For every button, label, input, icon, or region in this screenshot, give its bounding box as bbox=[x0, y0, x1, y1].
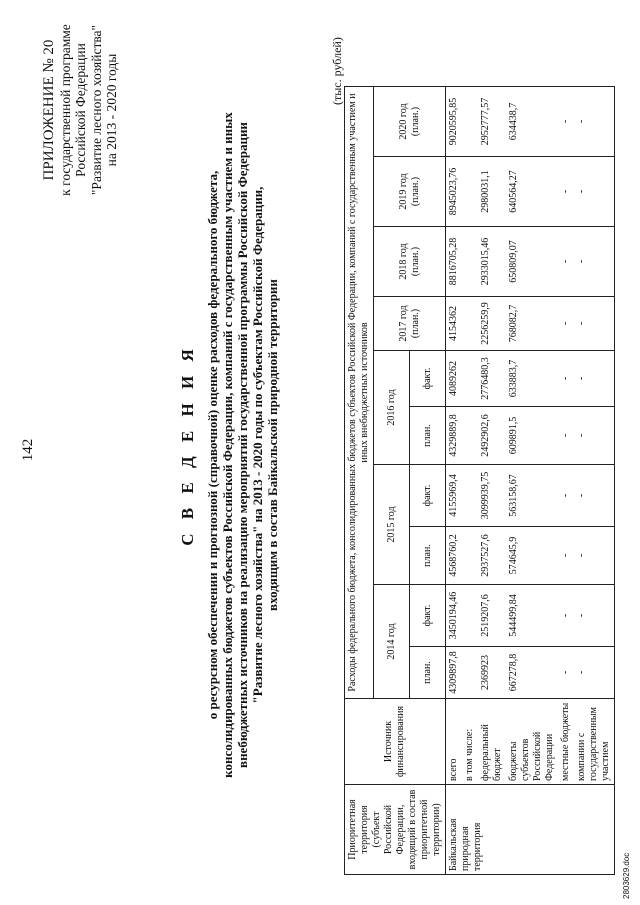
table-cell: - bbox=[574, 157, 615, 227]
table-cell: 3099939,75 bbox=[478, 465, 506, 527]
table-cell: 4568760,2 bbox=[446, 527, 463, 585]
header-plan: план. bbox=[410, 407, 446, 465]
appendix-line: "Развитие лесного хозяйства" bbox=[88, 24, 104, 196]
source-label: федеральный бюджет bbox=[478, 699, 506, 785]
table-cell: 574645,9 bbox=[506, 527, 558, 585]
header-plan: план. bbox=[410, 647, 446, 699]
table-cell: 2952777,57 bbox=[478, 87, 506, 157]
header-year-2018: 2018 год (план.) bbox=[374, 227, 446, 297]
table-cell: 768082,7 bbox=[506, 297, 558, 351]
units-label: (тыс. рублей) bbox=[330, 37, 344, 105]
table-cell: 2776480,3 bbox=[478, 351, 506, 407]
table-cell: - bbox=[558, 297, 574, 351]
title-line: входящим в состав Байкальской природной территории bbox=[265, 279, 280, 611]
table-cell: 2519207,6 bbox=[478, 585, 506, 647]
table-cell: - bbox=[558, 647, 574, 699]
table-cell: - bbox=[558, 465, 574, 527]
source-label: бюджеты субъектов Российской Федерации bbox=[506, 699, 558, 785]
table-cell: - bbox=[558, 227, 574, 297]
funding-table bbox=[344, 86, 615, 875]
table-cell: 633883,7 bbox=[506, 351, 558, 407]
header-territory: Приоритетная территория (субъект Российской Федерации, входящий в состав приоритетной территории) bbox=[345, 785, 446, 875]
appendix-line: на 2013 - 2020 годы bbox=[104, 53, 119, 167]
file-name: 2803629.doc bbox=[622, 852, 631, 899]
table-cell: 667278,8 bbox=[506, 647, 558, 699]
table-cell: 2256259,9 bbox=[478, 297, 506, 351]
title-line: "Развитие лесного хозяйства" на 2013 - 2020 годы по субъектам Российской Федерации, bbox=[250, 186, 265, 704]
table-cell: 2369923 bbox=[478, 647, 506, 699]
header-year-2017: 2017 год (план.) bbox=[374, 297, 446, 351]
header-fact: факт. bbox=[410, 465, 446, 527]
table-cell: - bbox=[574, 407, 615, 465]
document-title bbox=[180, 45, 280, 845]
table-cell: - bbox=[574, 297, 615, 351]
table-cell: 2933015,46 bbox=[478, 227, 506, 297]
table-cell: - bbox=[558, 585, 574, 647]
table-cell bbox=[462, 157, 478, 227]
table-cell bbox=[462, 647, 478, 699]
header-year-2019: 2019 год (план.) bbox=[374, 157, 446, 227]
header-year-2014: 2014 год bbox=[374, 585, 410, 699]
table-cell bbox=[462, 87, 478, 157]
source-label: всего bbox=[446, 699, 463, 785]
table-cell: 4155969,4 bbox=[446, 465, 463, 527]
source-label: в том числе: bbox=[462, 699, 478, 785]
table-cell: 563158,67 bbox=[506, 465, 558, 527]
title-line: внебюджетных источников на реализацию мероприятий государственной программы Российской Федерации bbox=[235, 122, 250, 768]
table-cell: - bbox=[558, 527, 574, 585]
table-cell: - bbox=[574, 87, 615, 157]
table-cell: 4089262 bbox=[446, 351, 463, 407]
header-expenses-group: Расходы федерального бюджета, консолидированных бюджетов субъектов Российской Федерации, компаний с государственным участием и иных внебюджетных источников bbox=[345, 87, 374, 699]
table-cell: - bbox=[574, 351, 615, 407]
table-cell: 9020595,85 bbox=[446, 87, 463, 157]
header-fact: факт. bbox=[410, 351, 446, 407]
table-cell: 640564,27 bbox=[506, 157, 558, 227]
appendix-title: ПРИЛОЖЕНИЕ № 20 bbox=[41, 39, 57, 181]
table-cell: - bbox=[574, 647, 615, 699]
title-line: о ресурсном обеспечении и прогнозной (справочной) оценке расходов федерального бюджета, bbox=[205, 170, 220, 720]
table-cell bbox=[462, 527, 478, 585]
table-cell: 544499,84 bbox=[506, 585, 558, 647]
table-cell: - bbox=[558, 87, 574, 157]
header-plan: план. bbox=[410, 527, 446, 585]
table-cell: 8945023,76 bbox=[446, 157, 463, 227]
header-year-2015: 2015 год bbox=[374, 465, 410, 585]
table-cell: - bbox=[574, 585, 615, 647]
table-cell: 2980031,1 bbox=[478, 157, 506, 227]
table-cell: 2937527,6 bbox=[478, 527, 506, 585]
table-cell bbox=[462, 407, 478, 465]
table-cell: - bbox=[558, 351, 574, 407]
table-cell: - bbox=[574, 527, 615, 585]
table-cell: - bbox=[574, 465, 615, 527]
appendix-line: к государственной программе bbox=[57, 24, 73, 196]
header-fact: факт. bbox=[410, 585, 446, 647]
header-year-2016: 2016 год bbox=[374, 351, 410, 465]
table-cell: 3450194,46 bbox=[446, 585, 463, 647]
title-heading: С В Е Д Е Н И Я bbox=[178, 344, 197, 546]
source-label: компании с государственным участием bbox=[574, 699, 615, 785]
table-cell bbox=[462, 227, 478, 297]
territory-name: Байкальская природная территория bbox=[446, 785, 615, 875]
table-cell: 650809,07 bbox=[506, 227, 558, 297]
appendix-block bbox=[42, 15, 120, 205]
table-cell: 4309897,8 bbox=[446, 647, 463, 699]
table-cell bbox=[462, 297, 478, 351]
table-cell: 4154362 bbox=[446, 297, 463, 351]
table-cell bbox=[462, 585, 478, 647]
appendix-line: Российской Федерации bbox=[73, 43, 88, 177]
header-year-2020: 2020 год (план.) bbox=[374, 87, 446, 157]
table-cell: 2492902,6 bbox=[478, 407, 506, 465]
table-cell: - bbox=[558, 157, 574, 227]
table-cell bbox=[462, 351, 478, 407]
table-cell: - bbox=[574, 227, 615, 297]
table-cell: 8816705,28 bbox=[446, 227, 463, 297]
title-line: консолидированных бюджетов субъектов Российской Федерации, компаний с государственным участием и иных bbox=[220, 112, 235, 778]
table-cell: 4329889,8 bbox=[446, 407, 463, 465]
source-label: местные бюджеты bbox=[558, 699, 574, 785]
table-cell: 634438,7 bbox=[506, 87, 558, 157]
table-cell: - bbox=[558, 407, 574, 465]
table-cell bbox=[462, 465, 478, 527]
table-cell: 609891,5 bbox=[506, 407, 558, 465]
page-number: 142 bbox=[20, 438, 36, 462]
header-source: Источник финансирования bbox=[345, 699, 446, 785]
